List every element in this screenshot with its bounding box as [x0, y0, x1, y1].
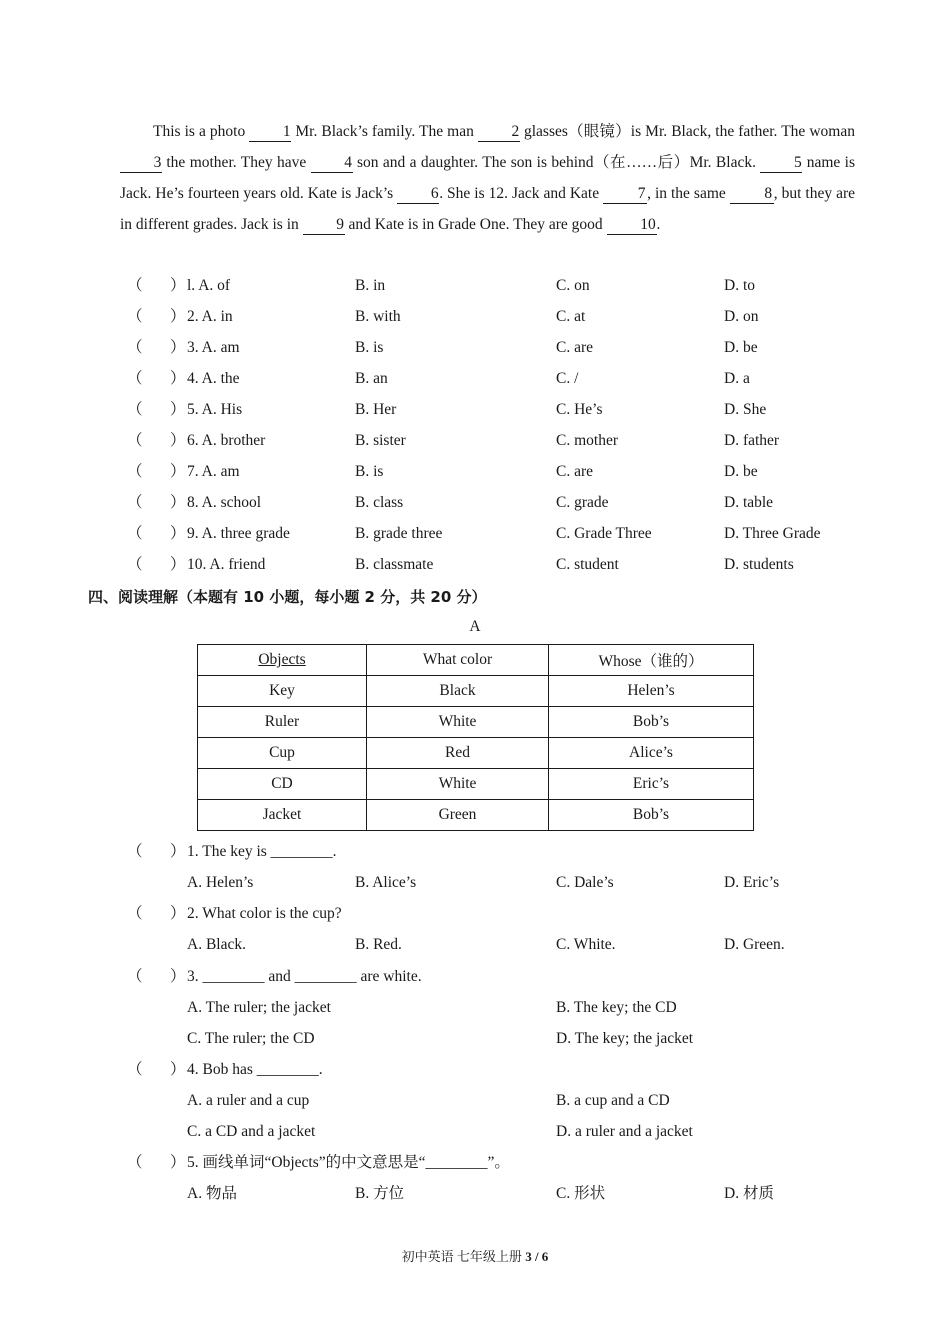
objects-table — [197, 644, 754, 831]
blank-4: 4 — [311, 154, 353, 173]
option-b: B. with — [355, 308, 401, 325]
answer-paren-left: （ — [127, 463, 143, 480]
cloze-question-5 — [0, 398, 950, 422]
table-row — [198, 738, 754, 769]
cloze-question-10 — [0, 553, 950, 577]
table-cell: Alice’s — [549, 738, 754, 769]
reading-question-q2 — [0, 902, 950, 926]
answer-paren-left: （ — [127, 308, 143, 325]
answer-paren-right: ） — [170, 463, 186, 480]
option-b: B. an — [355, 370, 388, 387]
option-c: C. are — [556, 339, 594, 356]
option-c: C. He’s — [556, 401, 603, 418]
option-d: D. Eric’s — [724, 874, 780, 891]
reading-question-q5 — [0, 1151, 950, 1175]
footer-course: 初中英语 七年级上册 — [401, 1249, 522, 1264]
passage-text: Mr. Black’s family. The man — [291, 123, 478, 140]
table-row — [198, 676, 754, 707]
blank-10: 10 — [607, 216, 657, 235]
option-b: B. sister — [355, 432, 406, 449]
option-a: 5. A. His — [187, 401, 243, 418]
question-stem: 1. The key is ________. — [187, 843, 337, 860]
blank-5: 5 — [760, 154, 802, 173]
cloze-question-2 — [0, 305, 950, 329]
option-d: D. to — [724, 277, 755, 294]
option-a: 6. A. brother — [187, 432, 266, 449]
answer-paren-left: （ — [127, 843, 143, 860]
table-cell: Helen’s — [549, 676, 754, 707]
passage-text: and Kate is in Grade One. They are good — [344, 216, 607, 233]
table-cell: White — [367, 707, 549, 738]
option-b: B. classmate — [355, 556, 434, 573]
answer-paren-left: （ — [127, 370, 143, 387]
option-c: C. at — [556, 308, 586, 325]
option-c: C. student — [556, 556, 619, 573]
answer-paren-right: ） — [170, 905, 186, 922]
blank-2: 2 — [478, 123, 520, 142]
answer-paren-left: （ — [127, 1061, 143, 1078]
option-d: D. a — [724, 370, 750, 387]
option-c: C. White. — [556, 936, 616, 953]
answer-paren-right: ） — [170, 556, 186, 573]
option-b: B. is — [355, 339, 384, 356]
answer-paren-left: （ — [127, 525, 143, 542]
option-c: C. 形状 — [556, 1185, 606, 1202]
page-footer — [0, 1246, 950, 1265]
table-row — [198, 800, 754, 831]
option-d: D. Green. — [724, 936, 785, 953]
answer-paren-left: （ — [127, 401, 143, 418]
option-a: l. A. of — [187, 277, 231, 294]
cloze-question-3 — [0, 336, 950, 360]
answer-paren-right: ） — [170, 1154, 186, 1171]
option-b: B. a cup and a CD — [556, 1092, 670, 1109]
option-d: D. be — [724, 463, 758, 480]
reading-question-q4 — [0, 1058, 950, 1082]
option-a: A. 物品 — [187, 1185, 237, 1202]
cloze-paragraph — [120, 116, 855, 240]
options-q4-ab — [0, 1089, 950, 1113]
passage-text: name is Jack. He’s fourteen years old. Kate is Jack’s — [120, 154, 856, 202]
passage-text: , but they are in different grades. Jack is in — [120, 185, 855, 233]
footer-page-number: 3 / 6 — [525, 1249, 549, 1264]
option-a: A. Black. — [187, 936, 246, 953]
options-q3-cd — [0, 1027, 950, 1051]
options-q2 — [0, 933, 950, 957]
option-c: C. The ruler; the CD — [187, 1030, 315, 1047]
table-cell: White — [367, 769, 549, 800]
answer-paren-left: （ — [127, 556, 143, 573]
table-cell: Jacket — [198, 800, 367, 831]
cloze-question-8 — [0, 491, 950, 515]
table-cell: Bob’s — [549, 800, 754, 831]
table-header-row — [198, 645, 754, 676]
option-d: D. father — [724, 432, 780, 449]
answer-paren-right: ） — [170, 401, 186, 418]
table-cell: CD — [198, 769, 367, 800]
table-header-cell: What color — [367, 645, 549, 676]
answer-paren-left: （ — [127, 339, 143, 356]
answer-paren-right: ） — [170, 432, 186, 449]
option-d: D. The key; the jacket — [556, 1030, 694, 1047]
table-row — [198, 707, 754, 738]
option-a: 9. A. three grade — [187, 525, 290, 542]
options-q4-cd — [0, 1120, 950, 1144]
table-cell: Eric’s — [549, 769, 754, 800]
option-b: B. in — [355, 277, 386, 294]
passage-text: This is a photo — [153, 123, 250, 140]
table-cell: Bob’s — [549, 707, 754, 738]
option-a: 10. A. friend — [187, 556, 266, 573]
option-c: C. are — [556, 463, 594, 480]
option-c: C. Grade Three — [556, 525, 652, 542]
option-c: C. Dale’s — [556, 874, 614, 891]
option-d: D. table — [724, 494, 774, 511]
option-a: 2. A. in — [187, 308, 233, 325]
answer-paren-right: ） — [170, 370, 186, 387]
answer-paren-left: （ — [127, 905, 143, 922]
table-header-cell: Whose（谁的） — [549, 645, 754, 676]
answer-paren-left: （ — [127, 432, 143, 449]
options-q3-ab — [0, 996, 950, 1020]
option-d: D. students — [724, 556, 794, 573]
option-c: C. on — [556, 277, 590, 294]
option-d: D. She — [724, 401, 767, 418]
blank-8: 8 — [730, 185, 774, 204]
answer-paren-right: ） — [170, 494, 186, 511]
answer-paren-right: ） — [170, 277, 186, 294]
option-c: C. / — [556, 370, 579, 387]
option-d: D. a ruler and a jacket — [556, 1123, 693, 1140]
options-q5 — [0, 1182, 950, 1206]
table-cell: Cup — [198, 738, 367, 769]
blank-6: 6 — [397, 185, 439, 204]
option-c: C. mother — [556, 432, 618, 449]
option-a: A. The ruler; the jacket — [187, 999, 331, 1016]
passage-text: , in the same — [647, 185, 730, 202]
blank-7: 7 — [603, 185, 647, 204]
blank-1: 1 — [249, 123, 291, 142]
answer-paren-right: ） — [170, 308, 186, 325]
cloze-question-4 — [0, 367, 950, 391]
answer-paren-left: （ — [127, 1154, 143, 1171]
question-stem: 5. 画线单词“Objects”的中文意思是“________”。 — [187, 1154, 510, 1171]
option-a: 3. A. am — [187, 339, 240, 356]
reading-question-q1 — [0, 840, 950, 864]
option-d: D. on — [724, 308, 759, 325]
passage-text: glasses（眼镜）is Mr. Black, the father. The woman — [519, 123, 855, 140]
option-b: B. Alice’s — [355, 874, 417, 891]
option-a: 7. A. am — [187, 463, 240, 480]
reading-question-q3 — [0, 965, 950, 989]
cloze-question-1 — [0, 274, 950, 298]
option-b: B. 方位 — [355, 1185, 405, 1202]
answer-paren-right: ） — [170, 339, 186, 356]
question-stem: 2. What color is the cup? — [187, 905, 342, 922]
option-a: A. a ruler and a cup — [187, 1092, 310, 1109]
table-cell: Red — [367, 738, 549, 769]
option-a: 4. A. the — [187, 370, 240, 387]
option-c: C. grade — [556, 494, 609, 511]
answer-paren-right: ） — [170, 1061, 186, 1078]
table-header-cell: Objects — [198, 645, 367, 676]
blank-9: 9 — [303, 216, 345, 235]
section-4-heading: 四、阅读理解（本题有 10 小题，每小题 2 分，共 20 分） — [88, 588, 487, 606]
option-c: C. a CD and a jacket — [187, 1123, 316, 1140]
option-d: D. be — [724, 339, 758, 356]
answer-paren-right: ） — [170, 525, 186, 542]
cloze-question-7 — [0, 460, 950, 484]
option-d: D. Three Grade — [724, 525, 821, 542]
table-row — [198, 769, 754, 800]
option-b: B. class — [355, 494, 404, 511]
option-a: A. Helen’s — [187, 874, 254, 891]
cloze-question-6 — [0, 429, 950, 453]
answer-paren-right: ） — [170, 968, 186, 985]
table-cell: Black — [367, 676, 549, 707]
option-b: B. Red. — [355, 936, 402, 953]
passage-text: the mother. They have — [162, 154, 311, 171]
passage-label: A — [469, 618, 481, 635]
table-cell: Key — [198, 676, 367, 707]
answer-paren-left: （ — [127, 968, 143, 985]
cloze-passage — [120, 116, 855, 240]
question-stem: 3. ________ and ________ are white. — [187, 968, 422, 985]
option-d: D. 材质 — [724, 1185, 774, 1202]
passage-text: . She is 12. Jack and Kate — [439, 185, 604, 202]
cloze-question-9 — [0, 522, 950, 546]
option-a: 8. A. school — [187, 494, 262, 511]
answer-paren-left: （ — [127, 277, 143, 294]
answer-paren-left: （ — [127, 494, 143, 511]
table-cell: Ruler — [198, 707, 367, 738]
option-b: B. is — [355, 463, 384, 480]
option-b: B. grade three — [355, 525, 443, 542]
passage-text: . — [656, 216, 661, 233]
question-stem: 4. Bob has ________. — [187, 1061, 323, 1078]
option-b: B. The key; the CD — [556, 999, 677, 1016]
option-b: B. Her — [355, 401, 397, 418]
table-cell: Green — [367, 800, 549, 831]
blank-3: 3 — [120, 154, 162, 173]
passage-text: son and a daughter. The son is behind（在……后）Mr. Black. — [352, 154, 761, 171]
options-q1 — [0, 871, 950, 895]
answer-paren-right: ） — [170, 843, 186, 860]
